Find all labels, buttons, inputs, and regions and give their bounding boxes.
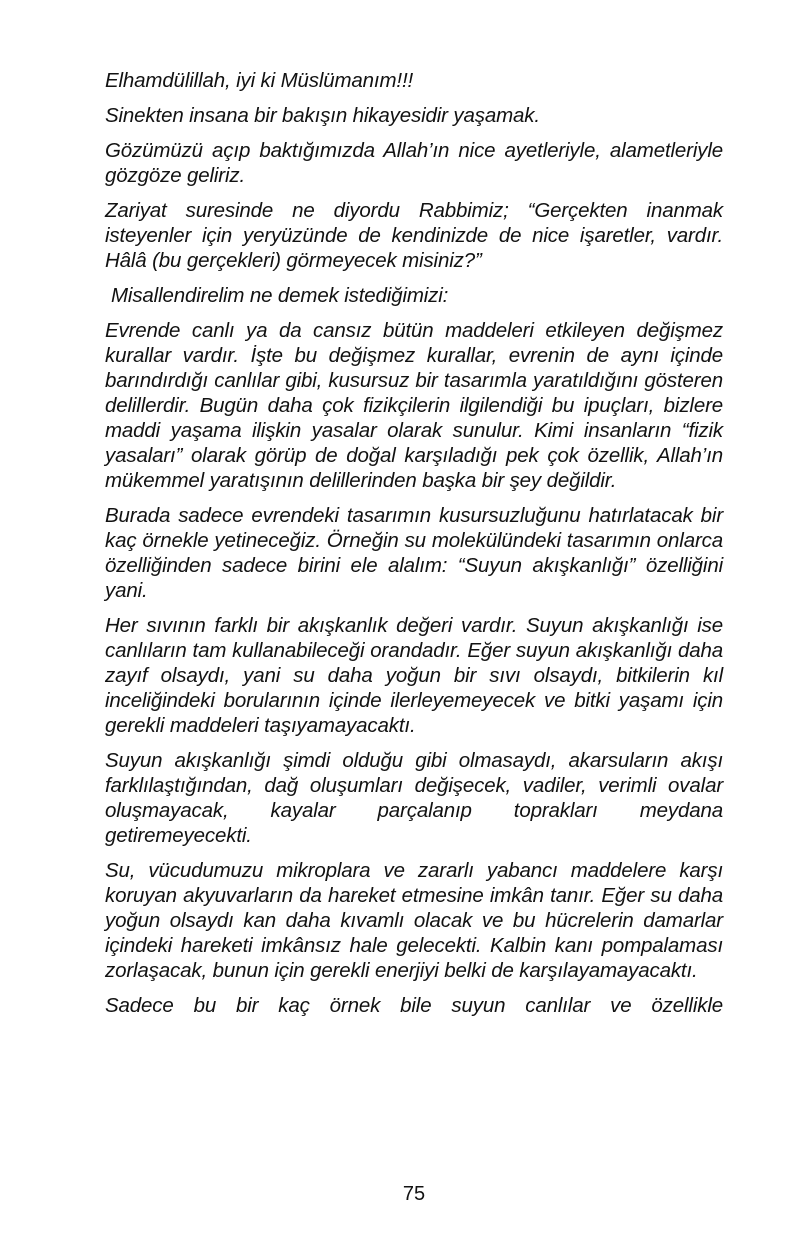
paragraph: Zariyat suresinde ne diyordu Rabbimiz; “Gerçekten inanmak isteyenler için yeryüzünde de kendinizde de nice işaretler, vardır. Hâlâ (bu gerçekleri) görmeyecek misiniz?” bbox=[105, 199, 723, 272]
paragraph: Gözümüzü açıp baktığımızda Allah’ın nice ayetleriyle, alametleriyle gözgöze geliriz. bbox=[105, 139, 723, 187]
paragraph: Misallendirelim ne demek istediğimizi: bbox=[111, 284, 449, 307]
page-number: 75 bbox=[402, 1183, 426, 1205]
paragraph: Sadece bu bir kaç örnek bile suyun canlılar ve özellikle bbox=[105, 994, 723, 1017]
paragraph: Her sıvının farklı bir akışkanlık değeri vardır. Suyun akışkanlığı ise canlıların tam kullanabileceği orandadır. Eğer suyun akışkanlığı daha zayıf olsaydı, yani su daha yoğun bir sıvı olsaydı, bitkilerin kıl inceliğindeki borularının içinde ilerleyemeyecek ve bitki yaşamı için gerekli maddeleri taşıyamayacaktı. bbox=[105, 614, 723, 737]
paragraph: Suyun akışkanlığı şimdi olduğu gibi olmasaydı, akarsuların akışı farklılaştığından, dağ oluşumları değişecek, vadiler, verimli ovalar oluşmayacak, kayalar parçalanıp toprakları meydana getiremeyecekti. bbox=[105, 749, 723, 847]
page-text-block bbox=[105, 68, 723, 1028]
paragraph: Su, vücudumuzu mikroplara ve zararlı yabancı maddelere karşı koruyan akyuvarların da hareket etmesine imkân tanır. Eğer su daha yoğun olsaydı kan daha kıvamlı olacak ve bu hücrelerin damarlar içindeki hareketi imkânsız hale gelecekti. Kalbin kanı pompalaması zorlaşacak, bunun için gerekli enerjiyi belki de karşılayamayacaktı. bbox=[105, 859, 723, 982]
paragraph: Evrende canlı ya da cansız bütün maddeleri etkileyen değişmez kurallar vardır. İşte bu değişmez kurallar, evrenin de aynı içinde barındırdığı canlılar gibi, kusursuz bir tasarımla yaratıldığını gösteren delillerdir. Bugün daha çok fizikçilerin ilgilendiği bu ipuçları, bizlere maddi yaşama ilişkin yasalar olarak sunulur. Kimi insanların “fizik yasaları” olarak görüp de doğal karşıladığı pek çok özellik, Allah’ın mükemmel yaratışının delillerinden başka bir şey değildir. bbox=[105, 319, 723, 492]
paragraph: Elhamdülillah, iyi ki Müslümanım!!! bbox=[105, 69, 414, 92]
paragraph: Burada sadece evrendeki tasarımın kusursuzluğunu hatırlatacak bir kaç örnekle yetineceğiz. Örneğin su molekülündeki tasarımın onlarca özelliğinden sadece birini ele alalım: “Suyun akışkanlığı” özelliğini yani. bbox=[105, 504, 723, 602]
paragraph: Sinekten insana bir bakışın hikayesidir yaşamak. bbox=[105, 104, 540, 127]
